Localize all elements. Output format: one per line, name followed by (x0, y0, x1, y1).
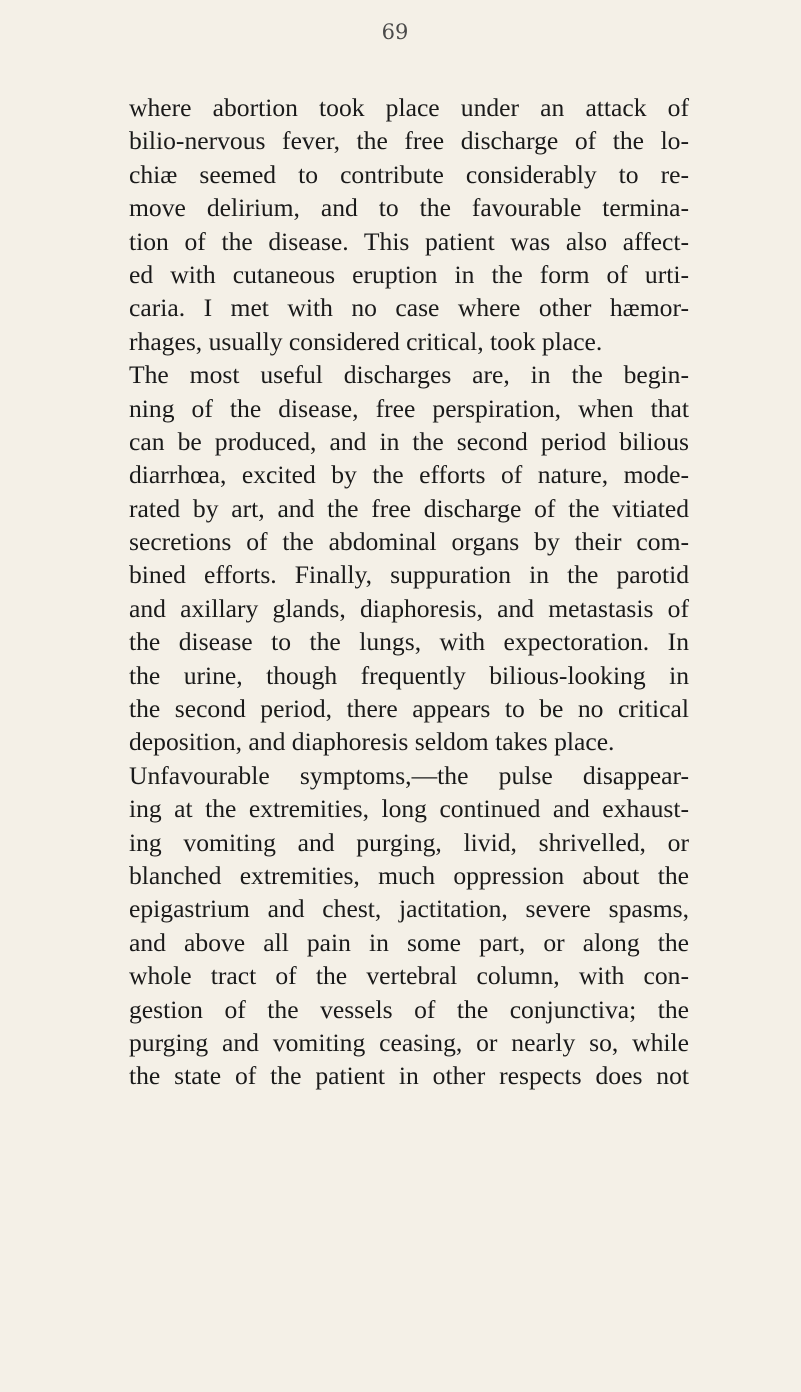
text-line: bilio-nervous fever, the free discharge of the lo- (129, 126, 689, 156)
text-line: blanched extremities, much oppression about the (129, 860, 689, 890)
text-line: and axillary glands, diaphoresis, and metastasis of (129, 593, 689, 623)
text-line: the second period, there appears to be no critical (129, 694, 689, 724)
text-line: move delirium, and to the favourable termina- (129, 193, 689, 223)
text-line: The most useful discharges are, in the begin- (129, 360, 689, 390)
text-line: ing vomiting and purging, livid, shrivelled, or (129, 827, 689, 857)
text-line: bined efforts. Finally, suppuration in the parotid (129, 560, 689, 590)
text-line: chiæ seemed to contribute considerably to re- (129, 159, 689, 189)
text-line: can be produced, and in the second period bilious (129, 426, 689, 456)
text-line: and above all pain in some part, or along the (129, 927, 689, 957)
text-line: where abortion took place under an attack of (129, 93, 689, 122)
text-line: secretions of the abdominal organs by their com- (129, 527, 689, 557)
text-line: rhages, usually considered critical, took place. (129, 326, 603, 356)
text-line: whole tract of the vertebral column, with con- (129, 961, 689, 991)
text-line: epigastrium and chest, jactitation, severe spasms, (129, 894, 689, 924)
text-line: rated by art, and the free discharge of the vitiated (129, 493, 689, 523)
body-text (129, 91, 689, 1093)
text-line: Unfavourable symptoms,—the pulse disappear- (129, 760, 689, 790)
text-line: deposition, and diaphoresis seldom takes place. (129, 727, 615, 757)
text-line: gestion of the vessels of the conjunctiva; the (129, 994, 689, 1024)
text-line: the urine, though frequently bilious-looking in (129, 660, 689, 690)
text-line: the disease to the lungs, with expectoration. In (129, 627, 689, 657)
text-line: caria. I met with no case where other hæmor- (129, 293, 689, 323)
text-line: purging and vomiting ceasing, or nearly so, while (129, 1027, 689, 1057)
page-number: 69 (381, 20, 409, 44)
text-line: ed with cutaneous eruption in the form of urti- (129, 259, 689, 289)
text-line: ing at the extremities, long continued and exhaust- (129, 794, 689, 824)
text-line: diarrhœa, excited by the efforts of nature, mode- (129, 460, 689, 490)
text-line: tion of the disease. This patient was also affect- (129, 226, 689, 256)
text-line: the state of the patient in other respects does not (129, 1061, 689, 1091)
text-line: ning of the disease, free perspiration, when that (129, 393, 689, 423)
